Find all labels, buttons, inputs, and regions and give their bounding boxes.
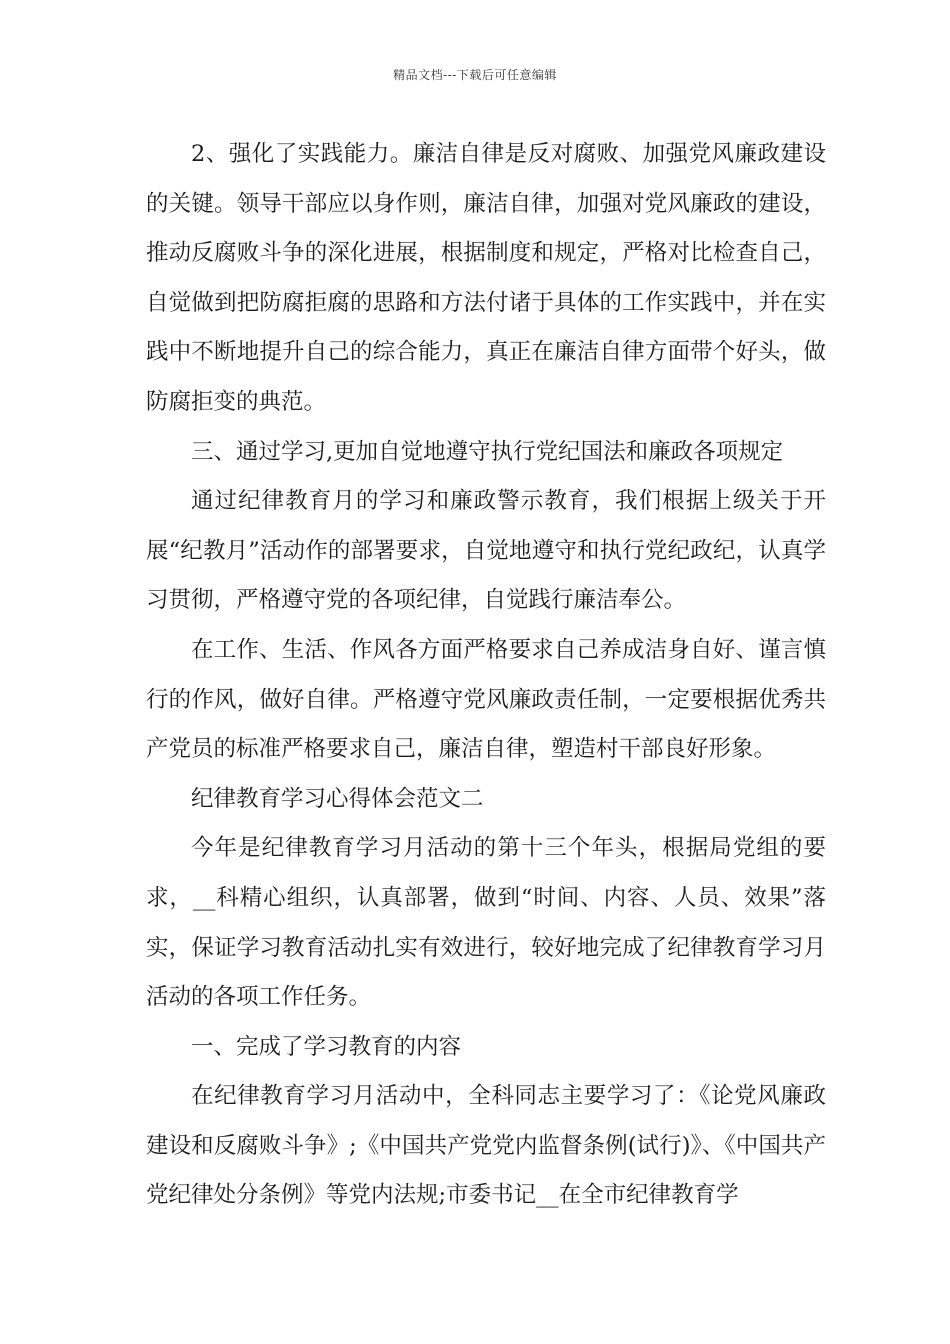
paragraph-discipline-month: 通过纪律教育月的学习和廉政警示教育，我们根据上级关于开展“纪教月”活动作的部署要求，自觉地遵守和执行党纪政纪，认真学习贯彻，严格遵守党的各项纪律，自觉践行廉洁奉公。 — [146, 488, 826, 614]
paragraph-work-style: 在工作、生活、作风各方面严格要求自己养成洁身自好、谨言慎行的作风，做好自律。严格遵守党风廉政责任制，一定要根据优秀共产党员的标准严格要求自己，廉洁自律，塑造村干部良好形象。 — [146, 636, 826, 763]
document-body — [146, 130, 826, 1221]
page-header: 精品文档---下载后可任意编辑 — [393, 68, 557, 82]
section-heading-one: 一、完成了学习教育的内容 — [191, 1033, 462, 1060]
paragraph-practice-ability: 2、强化了实践能力。廉洁自律是反对腐败、加强党风廉政建设的关键。领导干部应以身作则，廉洁自律，加强对党风廉政的建设，推动反腐败斗争的深化进展，根据制度和规定，严格对比检查自己，自觉做到把防腐拒腐的思路和方法付诸于具体的工作实践中，并在实践中不断地提升自己的综合能力，真正在廉洁自律方面带个好头，做防腐拒变的典范。 — [146, 141, 826, 415]
sample-title-two: 纪律教育学习心得体会范文二 — [191, 785, 484, 812]
paragraph-thirteenth-year: 今年是纪律教育学习月活动的第十三个年头，根据局党组的要求，__科精心组织，认真部署，做到“时间、内容、人员、效果”落实，保证学习教育活动扎实有效进行，较好地完成了纪律教育学习月活动的各项工作任务。 — [146, 835, 826, 1011]
section-heading-three: 三、通过学习,更加自觉地遵守执行党纪国法和廉政各项规定 — [191, 438, 784, 465]
paragraph-study-content: 在纪律教育学习月活动中，全科同志主要学习了：《论党风廉政建设和反腐败斗争》;《中国共产党党内监督条例(试行)》、《中国共产党纪律处分条例》等党内法规;市委书记__在全市纪律教育学 — [146, 1083, 826, 1209]
